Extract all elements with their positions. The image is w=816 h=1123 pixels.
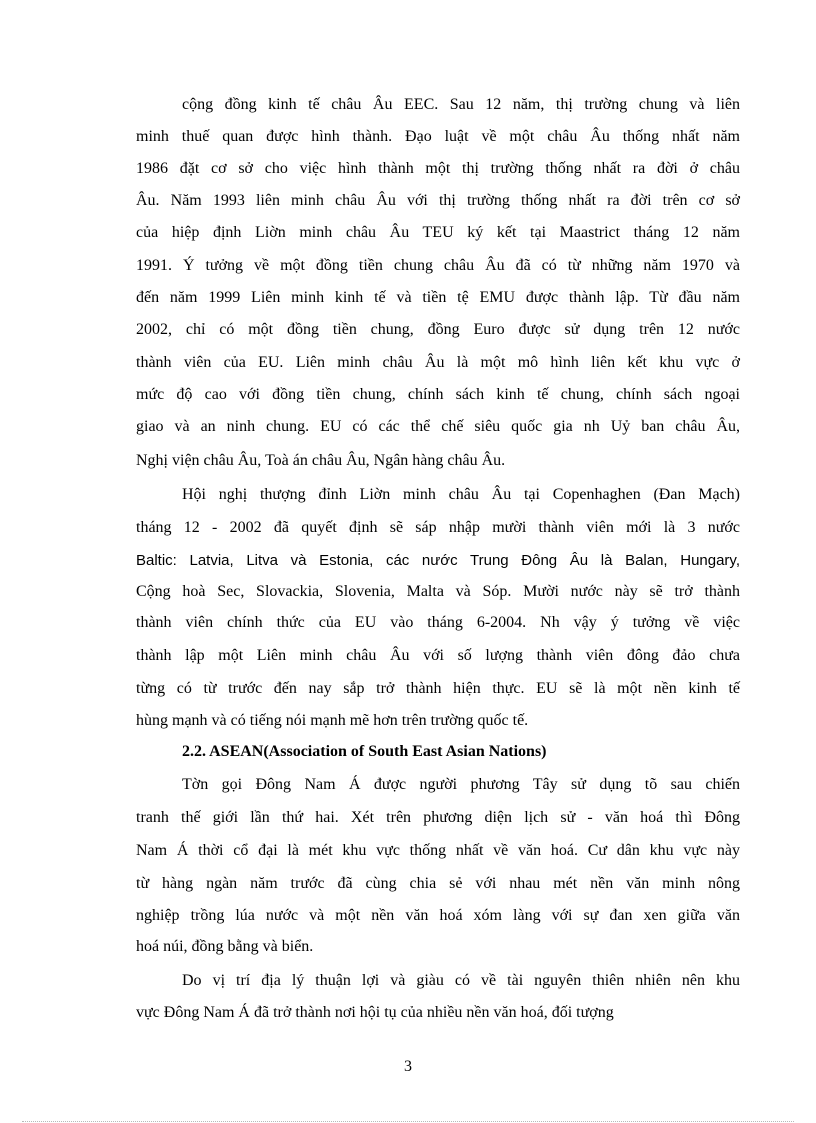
text-line-22: Tờn gọi Đông Nam Á được người phương Tây sử dụng tõ sau chiến	[182, 776, 740, 793]
text-line-9: thành viên của EU. Liên minh châu Âu là một mô hình liên kết khu vực ở	[136, 354, 740, 371]
text-line-20: hùng mạnh và có tiếng nói mạnh mẽ hơn trên trường quốc tế.	[136, 712, 529, 729]
page-edge-divider	[22, 1121, 794, 1122]
text-line-7: đến năm 1999 Liên minh kinh tế và tiền tệ EMU được thành lập. Từ đầu năm	[136, 289, 740, 306]
text-line-4: Âu. Năm 1993 liên minh châu Âu với thị trường thống nhất ra đời trên cơ sở	[136, 192, 740, 209]
text-line-19: từng có từ trước đến nay sắp trở thành hiện thực. EU sẽ là một nền kinh tế	[136, 680, 740, 697]
text-line-12: Nghị viện châu Âu, Toà án châu Âu, Ngân hàng châu Âu.	[136, 452, 506, 469]
text-line-11: giao và an ninh chung. EU có các thể chế siêu quốc gia nh Uỷ ban châu Âu,	[136, 418, 740, 435]
text-line-23: tranh thế giới lần thứ hai. Xét trên phương diện lịch sử - văn hoá thì Đông	[136, 809, 740, 826]
text-line-5: của hiệp định Liờn minh châu Âu TEU ký kết tại Maastrict tháng 12 năm	[136, 224, 740, 241]
text-line-29: vực Đông Nam Á đã trở thành nơi hội tụ của nhiều nền văn hoá, đối tượng	[136, 1004, 614, 1021]
text-line-26: nghiệp trồng lúa nước và một nền văn hoá xóm làng với sự đan xen giữa văn	[136, 907, 740, 924]
section-heading: 2.2. ASEAN(Association of South East Asian Nations)	[182, 743, 547, 760]
text-line-10: mức độ cao với đồng tiền chung, chính sách kinh tế chung, chính sách ngoại	[136, 386, 740, 403]
text-line-27: hoá núi, đồng bằng và biển.	[136, 938, 314, 955]
text-line-13: Hội nghị thượng đỉnh Liờn minh châu Âu tại Copenhaghen (Đan Mạch)	[182, 486, 740, 503]
text-line-3: 1986 đặt cơ sở cho việc hình thành một thị trường thống nhất ra đời ở châu	[136, 160, 740, 177]
text-line-25: từ hàng ngàn năm trước đã cùng chia sẻ với nhau mét nền văn minh nông	[136, 875, 740, 892]
text-line-17: thành viên chính thức của EU vào tháng 6-2004. Nh vậy ý tưởng về việc	[136, 614, 740, 631]
text-line-2: minh thuế quan được hình thành. Đạo luật về một châu Âu thống nhất năm	[136, 128, 740, 145]
text-line-28: Do vị trí địa lý thuận lợi và giàu có về tài nguyên thiên nhiên nên khu	[182, 972, 740, 989]
text-line-24: Nam Á thời cổ đại là mét khu vực thống nhất về văn hoá. Cư dân khu vực này	[136, 842, 740, 859]
text-line-6: 1991. Ý tưởng về một đồng tiền chung châu Âu đã có từ những năm 1970 và	[136, 257, 740, 274]
text-line-14: tháng 12 - 2002 đã quyết định sẽ sáp nhập mười thành viên mới là 3 nước	[136, 519, 740, 536]
text-line-15: Baltic: Latvia, Litva và Estonia, các nước Trung Đông Âu là Balan, Hungary,	[136, 552, 740, 569]
text-line-18: thành lập một Liên minh châu Âu với số lượng thành viên đông đảo chưa	[136, 647, 740, 664]
text-line-8: 2002, chỉ có một đồng tiền chung, đồng Euro được sử dụng trên 12 nước	[136, 321, 740, 338]
text-line-1: cộng đồng kinh tế châu Âu EEC. Sau 12 năm, thị trường chung và liên	[182, 96, 740, 113]
text-line-16: Cộng hoà Sec, Slovackia, Slovenia, Malta và Sóp. Mười nước này sẽ trở thành	[136, 583, 740, 600]
page-number: 3	[404, 1058, 412, 1075]
